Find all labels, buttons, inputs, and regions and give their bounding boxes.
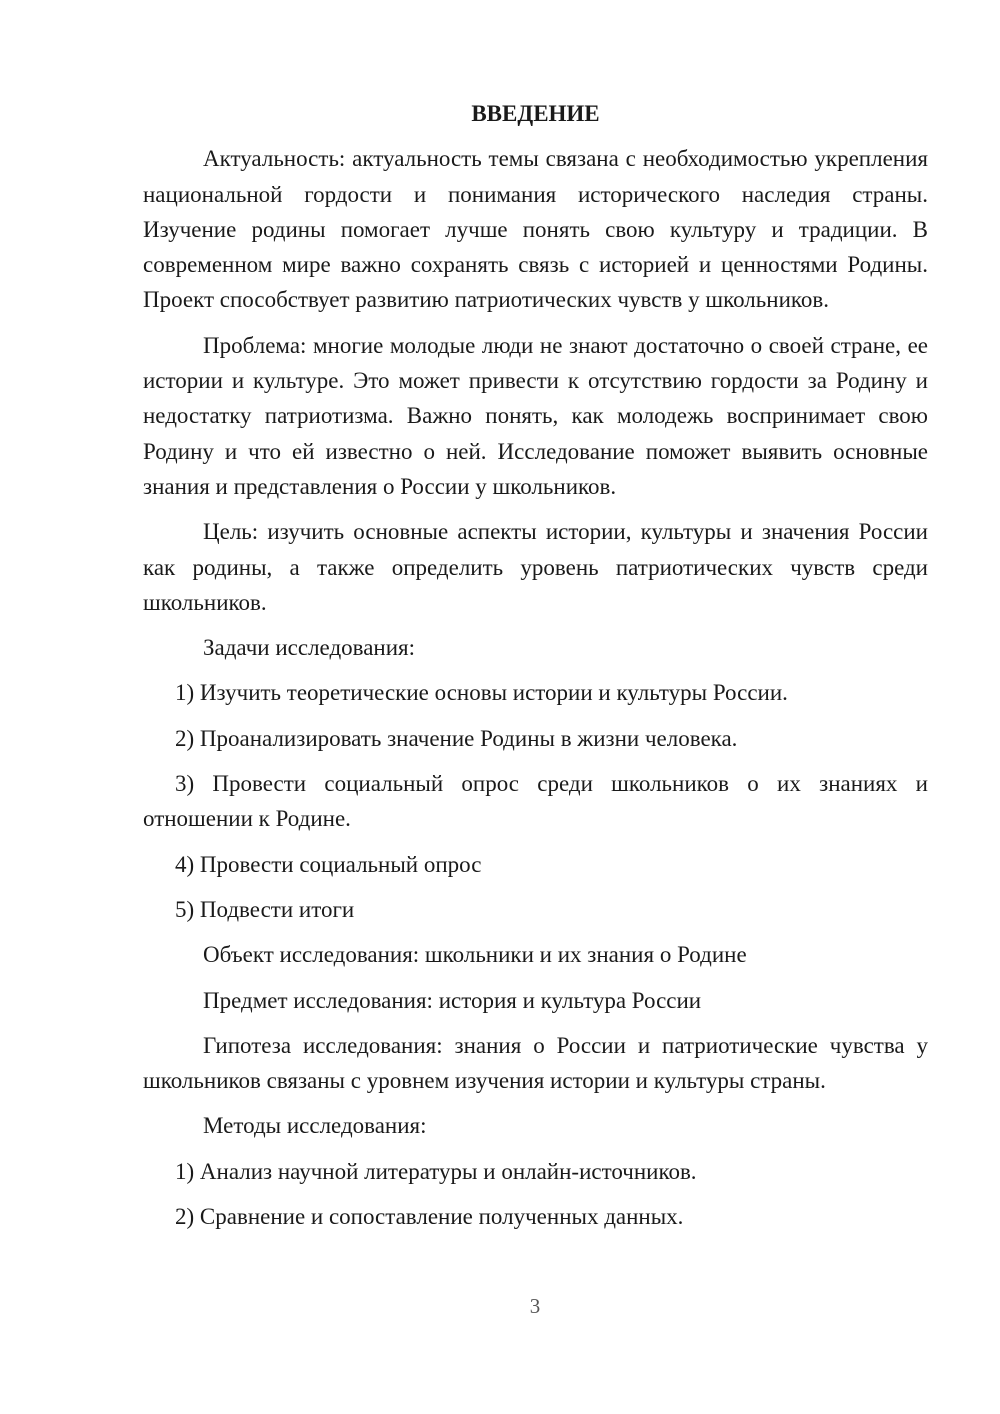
method-item-2: 2) Сравнение и сопоставление полученных данных. xyxy=(175,1204,684,1230)
document-page xyxy=(143,96,928,1244)
hypothesis-paragraph: Гипотеза исследования: знания о России и патриотические чувства у школьников связаны с уровнем изучения истории и культуры страны. xyxy=(143,1032,928,1094)
section-title: ВВЕДЕНИЕ xyxy=(471,101,600,126)
task-item-2: 2) Проанализировать значение Родины в жизни человека. xyxy=(175,725,738,751)
task-item-5: 5) Подвести итоги xyxy=(175,896,355,922)
object-line: Объект исследования: школьники и их знания о Родине xyxy=(203,942,747,968)
methods-heading: Методы исследования: xyxy=(203,1113,427,1139)
relevance-paragraph: Актуальность: актуальность темы связана с необходимостью укрепления национальной гордости и понимания исторического наследия страны. Изучение родины помогает лучше понять свою культуру и традиции. В современном мире важно сохранять связь с историей и ценностями Родины. Проект способствует развитию патриотических чувств у школьников. xyxy=(143,146,928,313)
method-item-1: 1) Анализ научной литературы и онлайн-источников. xyxy=(175,1158,697,1184)
page-number: 3 xyxy=(529,1294,541,1318)
subject-line: Предмет исследования: история и культура России xyxy=(203,987,702,1013)
task-item-3: 3) Провести социальный опрос среди школьников о их знаниях и отношении к Родине. xyxy=(143,771,928,832)
tasks-heading: Задачи исследования: xyxy=(203,635,416,661)
task-item-4: 4) Провести социальный опрос xyxy=(175,851,482,877)
goal-paragraph: Цель: изучить основные аспекты истории, культуры и значения России как родины, а также определить уровень патриотических чувств среди школьников. xyxy=(143,519,928,615)
task-item-1: 1) Изучить теоретические основы истории и культуры России. xyxy=(175,680,788,706)
problem-paragraph: Проблема: многие молодые люди не знают достаточно о своей стране, ее истории и культуре. Это может привести к отсутствию гордости за Родину и недостатку патриотизма. Важно понять, как молодежь воспринимает свою Родину и что ей известно о ней. Исследование поможет выявить основные знания и представления о России у школьников. xyxy=(143,332,928,499)
